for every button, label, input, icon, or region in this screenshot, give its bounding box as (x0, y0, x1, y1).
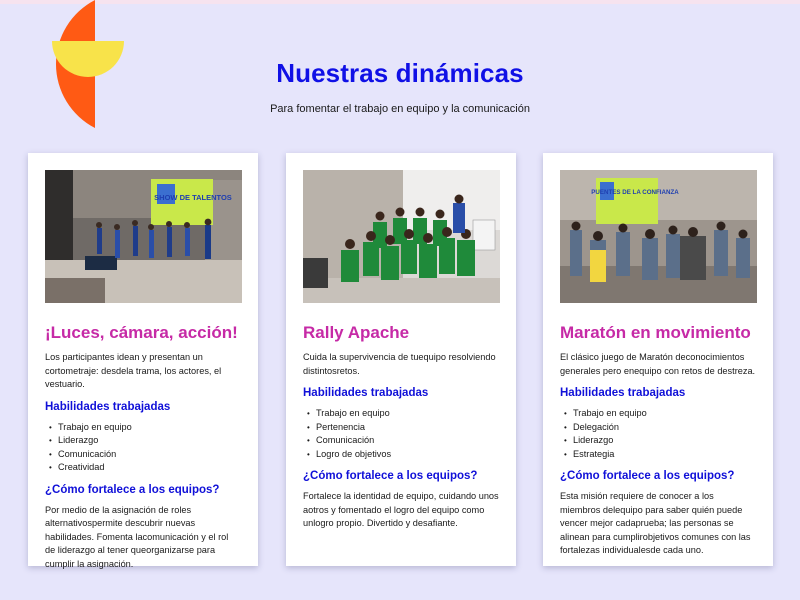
activity-card-rally (286, 153, 516, 566)
screen-label: PUENTES DE LA CONFIANZA (591, 189, 679, 196)
photo-illustration (45, 170, 242, 303)
card-title: ¡Luces, cámara, acción! (45, 323, 238, 342)
card-answer: Esta misión requiere de conocer a los miembros delequipo para saber quién puede vencer mejor cadaprueba; las personas se alinean para cumplirobjetivos comunes con las fortalezas individualesde cada uno. (560, 491, 751, 555)
skills-list (307, 407, 499, 461)
page-title: Nuestras dinámicas (276, 58, 524, 88)
skills-list (49, 421, 241, 475)
skill-item: • Liderazgo (49, 434, 241, 448)
activity-photo (560, 170, 757, 303)
card-description: Cuida la supervivencia de tuequipo resolviendo distintosretos. (303, 352, 496, 376)
skill-item: • Comunicación (307, 434, 499, 448)
question-heading: ¿Cómo fortalece a los equipos? (303, 470, 478, 482)
skill-item: • Trabajo en equipo (307, 407, 499, 421)
skill-item: • Creatividad (49, 461, 241, 475)
photo-illustration (303, 170, 500, 303)
card-description: Los participantes idean y presentan un cortometraje: desdela trama, los actores, el vestuario. (45, 352, 222, 389)
skill-item: • Estrategia (564, 448, 756, 462)
skill-item: • Pertenencia (307, 421, 499, 435)
activity-card-luces (28, 153, 258, 569)
card-answer: Por medio de la asignación de roles alternativospermite descubrir nuevas habilidades. Fomenta lacomunicación y el rol de liderazgo al tener queorganizarse para cumplir la asignación. (45, 504, 229, 569)
header (0, 58, 800, 115)
skill-item: • Trabajo en equipo (49, 421, 241, 435)
page-subtitle: Para fomentar el trabajo en equipo y la comunicación (270, 103, 530, 115)
skills-heading: Habilidades trabajadas (303, 387, 429, 399)
card-description: El clásico juego de Maratón deconocimientos generales pero enequipo con retos de destreza. (560, 352, 756, 376)
photo-illustration (560, 170, 757, 303)
skill-item: • Trabajo en equipo (564, 407, 756, 421)
card-title: Rally Apache (303, 323, 410, 342)
question-heading: ¿Cómo fortalece a los equipos? (45, 483, 220, 496)
card-title: Maratón en movimiento (560, 323, 751, 342)
activity-photo (303, 170, 500, 303)
screen-label: SHOW DE TALENTOS (154, 193, 232, 202)
skills-list (564, 407, 756, 461)
activity-photo (45, 170, 242, 303)
question-heading: ¿Cómo fortalece a los equipos? (560, 470, 735, 482)
activity-card-maraton (543, 153, 773, 566)
skills-heading: Habilidades trabajadas (560, 387, 686, 399)
skill-item: • Logro de objetivos (307, 448, 499, 462)
skill-item: • Delegación (564, 421, 756, 435)
skills-heading: Habilidades trabajadas (45, 400, 171, 413)
card-answer: Fortalece la identidad de equipo, cuidando unos aotros y fomentado el logro del equipo como unlogro propio. Divertido y desafiante. (303, 491, 499, 528)
skill-item: • Comunicación (49, 448, 241, 462)
skill-item: • Liderazgo (564, 434, 756, 448)
